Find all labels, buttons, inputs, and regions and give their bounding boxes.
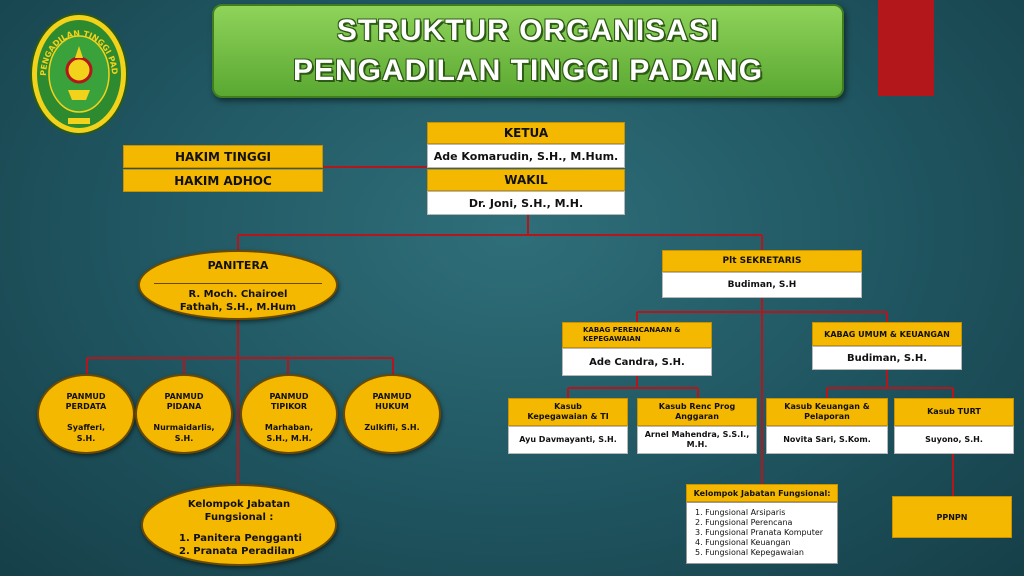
kabag-umum-title: KABAG UMUM & KEUANGAN <box>812 322 962 346</box>
list-item: 1. Fungsional Arsiparis <box>695 508 786 517</box>
page-title: STRUKTUR ORGANISASI <box>336 14 720 47</box>
wakil-title: WAKIL <box>427 169 625 191</box>
kabag-perencanaan-name: Ade Candra, S.H. <box>562 348 712 376</box>
kjf-panitera-title: Kelompok Jabatan Fungsional : <box>187 499 291 523</box>
logo-ring-text: PENGADILAN TINGGI PAD <box>38 28 120 77</box>
panmud-pidana-node: PANMUD PIDANA Nurmaidarlis, S.H. <box>135 374 233 454</box>
kasub-renc-prog-title: Kasub Renc Prog Anggaran <box>637 398 757 426</box>
list-item: 5. Fungsional Kepegawaian <box>695 548 804 557</box>
kasub-renc-prog-name: Arnel Mahendra, S.S.I., M.H. <box>637 426 757 454</box>
kabag-perencanaan-title: KABAG PERENCANAAN & KEPEGAWAIAN <box>562 322 712 348</box>
kasub-turt-title: Kasub TURT <box>894 398 1014 426</box>
red-accent-bar <box>878 0 934 96</box>
list-item: 2. Fungsional Perencana <box>695 518 793 527</box>
sekretaris-title: Plt SEKRETARIS <box>662 250 862 272</box>
logo <box>28 10 130 140</box>
kjf-sekretaris-title: Kelompok Jabatan Fungsional: <box>686 484 838 502</box>
sekretaris-name: Budiman, S.H <box>662 272 862 298</box>
hakim-adhoc-box: HAKIM ADHOC <box>123 169 323 192</box>
kasub-keuangan-name: Novita Sari, S.Kom. <box>766 426 888 454</box>
title-banner <box>212 4 844 98</box>
kjf-panitera-list: 1. Panitera Pengganti 2. Pranata Peradilan <box>179 533 302 557</box>
kasub-keuangan-title: Kasub Keuangan & Pelaporan <box>766 398 888 426</box>
kasub-kepegawaian-name: Ayu Davmayanti, S.H. <box>508 426 628 454</box>
page-subtitle: PENGADILAN TINGGI PADANG <box>292 54 764 87</box>
panmud-perdata-node: PANMUD PERDATA Syafferi, S.H. <box>37 374 135 454</box>
kabag-umum-name: Budiman, S.H. <box>812 346 962 370</box>
wakil-name: Dr. Joni, S.H., M.H. <box>427 191 625 215</box>
ketua-title: KETUA <box>427 122 625 144</box>
kjf-panitera-node <box>141 484 337 566</box>
kasub-kepegawaian-title: Kasub Kepegawaian & TI <box>508 398 628 426</box>
hakim-tinggi-box: HAKIM TINGGI <box>123 145 323 168</box>
ketua-name: Ade Komarudin, S.H., M.Hum. <box>427 144 625 168</box>
list-item: 4. Fungsional Keuangan <box>695 538 791 547</box>
kjf-sekretaris-list <box>686 502 838 564</box>
kasub-turt-name: Suyono, S.H. <box>894 426 1014 454</box>
panitera-node <box>138 250 338 320</box>
panmud-hukum-node: PANMUD HUKUM Zulkifli, S.H. <box>343 374 441 454</box>
panitera-title: PANITERA <box>207 259 269 272</box>
ppnpn-box: PPNPN <box>892 496 1012 538</box>
panitera-name: R. Moch. Chairoel Fathah, S.H., M.Hum <box>179 289 297 313</box>
panmud-tipikor-node: PANMUD TIPIKOR Marhaban, S.H., M.H. <box>240 374 338 454</box>
list-item: 3. Fungsional Pranata Komputer <box>695 528 824 537</box>
